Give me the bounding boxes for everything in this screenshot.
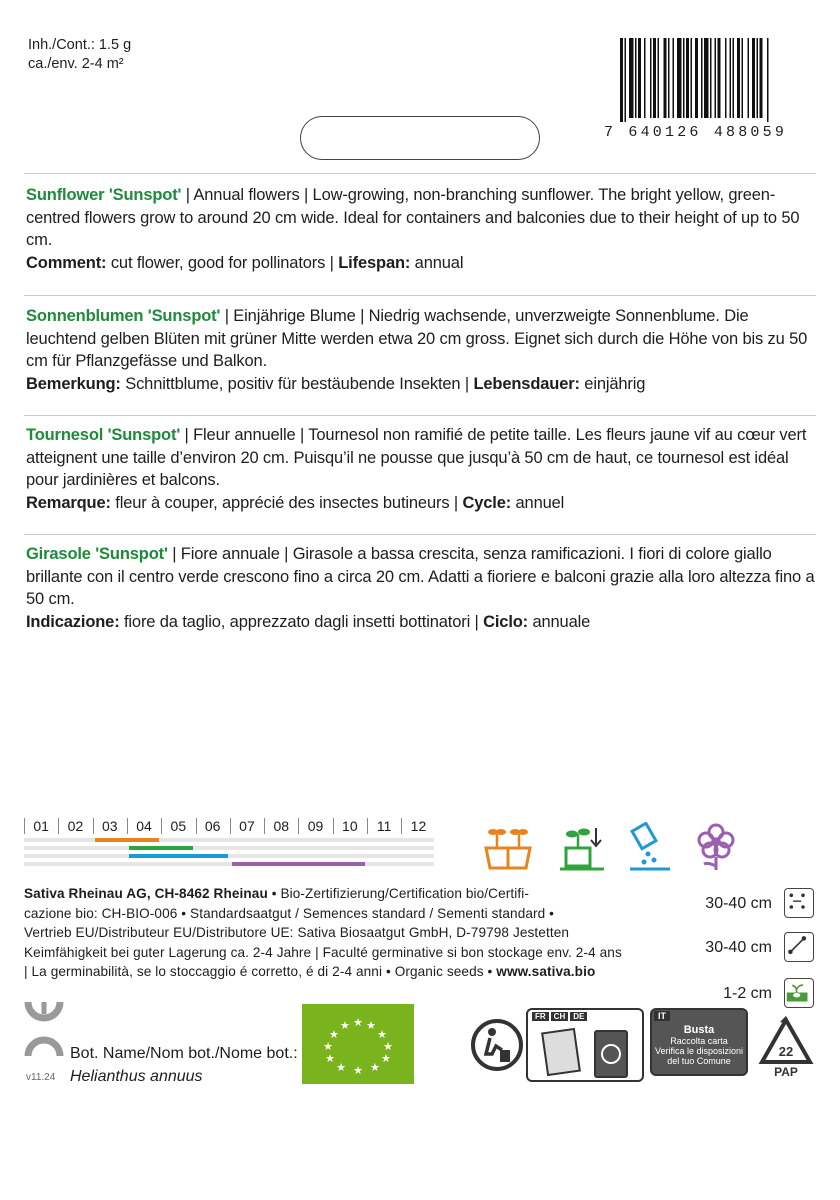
month-divider: [230, 818, 231, 834]
row-spacing-icon: [784, 888, 814, 918]
month-divider: [196, 818, 197, 834]
barcode-bar: [644, 38, 646, 118]
version-label: v11.24: [26, 1072, 56, 1083]
barcode-bar: [629, 38, 634, 118]
divider: [24, 173, 816, 174]
eu-star-icon: ★: [380, 1052, 391, 1065]
botanical-name: [70, 1042, 298, 1088]
barcode-bar: [737, 38, 740, 118]
month-label: 11: [376, 818, 392, 834]
barcode-bar: [650, 38, 652, 118]
barcode-bar: [683, 38, 685, 118]
barcode-bar: [620, 38, 623, 122]
month-label: 07: [239, 818, 255, 834]
barcode-bar: [748, 38, 750, 118]
barcode-bar: [760, 38, 763, 118]
section-german: [26, 305, 816, 395]
barcode-bar: [730, 38, 732, 118]
country-tag: CH: [551, 1012, 569, 1021]
recycling-bin-icon: [594, 1030, 628, 1078]
month-divider: [58, 818, 59, 834]
busta-line: Raccolta carta: [670, 1036, 728, 1046]
month-label: 09: [307, 818, 324, 834]
barcode-bar: [638, 38, 641, 118]
month-label: 04: [136, 818, 152, 834]
watering-icon: [624, 822, 676, 872]
divider: [24, 295, 816, 296]
comment-label: Indicazione:: [26, 612, 120, 631]
barcode-bar: [733, 38, 735, 118]
comment-label: Remarque:: [26, 493, 111, 512]
comment: fiore da taglio, apprezzato dagli insetti bottinatori |: [119, 612, 484, 631]
barcode-bar: [653, 38, 656, 118]
eu-star-icon: ★: [325, 1052, 336, 1065]
eu-star-icon: ★: [336, 1060, 346, 1074]
lifespan: annual: [410, 253, 464, 272]
hanger-hole: [300, 116, 540, 160]
barcode-bar: [658, 38, 660, 118]
comment: Schnittblume, positiv für bestäubende Insekten |: [120, 374, 474, 393]
barcode-number: 7 640126 488059: [604, 124, 788, 141]
transplant-icon: [556, 822, 608, 872]
calendar-period-bar: [129, 846, 194, 850]
country-tags: [532, 1012, 587, 1021]
barcode-bar: [718, 38, 721, 118]
calendar-stripe: [24, 862, 434, 866]
lifespan: einjährig: [579, 374, 646, 393]
variety-name: Sonnenblumen 'Sunspot': [26, 307, 221, 325]
footer-line: | La germinabilità, se lo stoccaggio é corretto, é di 2-4 anni • Organic seeds •: [24, 964, 497, 980]
month-divider: [161, 818, 162, 834]
month-label: 02: [67, 818, 84, 834]
description: | Fiore annuale | Girasole a bassa crescita, senza ramificazioni. I fiori di colore giallo brillante con il centro verde crescono fino a circa 20 cm. Adatti a fioriere e balconi grazie alla loro altezza fino a 50 cm.: [26, 545, 815, 608]
recycle-tidyman-icon: [470, 1018, 524, 1072]
sowing-depth-value: 1-2 cm: [723, 985, 772, 1002]
barcode-bar: [725, 38, 727, 118]
italy-tag: IT: [654, 1011, 670, 1021]
barcode-bar: [715, 38, 717, 118]
content-weight: Inh./Cont.: 1.5 g: [28, 37, 132, 53]
barcode-bar: [668, 38, 670, 118]
month-label: 10: [342, 818, 358, 834]
country-tag: FR: [532, 1012, 549, 1021]
barcode: [620, 38, 816, 122]
pap-label: PAP: [774, 1065, 798, 1079]
row-spacing-value: 30-40 cm: [705, 895, 772, 912]
certification-text: • Bio-Zertifizierung/Certification bio/Certifi-: [267, 886, 529, 901]
calendar-stripe: [24, 854, 434, 858]
italian-disposal-box: [650, 1008, 748, 1076]
country-tag: DE: [570, 1012, 587, 1021]
lifespan: annuale: [528, 612, 591, 631]
busta-line: del tuo Comune: [667, 1056, 731, 1066]
month-label: 06: [204, 818, 221, 834]
barcode-bar: [752, 38, 755, 118]
month-label: 03: [101, 818, 118, 834]
month-label: 01: [33, 818, 49, 834]
seedling-tray-icon: [482, 822, 534, 872]
comment-label: Comment:: [26, 253, 107, 272]
barcode-bar: [757, 38, 759, 118]
busta-line: Verifica le disposizioni: [654, 1046, 744, 1056]
month-divider: [93, 818, 94, 834]
calendar-period-bar: [232, 862, 365, 866]
calendar-stripe: [24, 846, 434, 850]
sowing-calendar: [24, 816, 436, 876]
barcode-bar: [704, 38, 709, 118]
lifespan: annuel: [511, 493, 565, 512]
divider: [24, 415, 816, 416]
eu-star-icon: ★: [323, 1040, 333, 1053]
month-divider: [24, 818, 25, 834]
barcode-bar: [625, 38, 627, 122]
comment: cut flower, good for pollinators |: [106, 253, 339, 272]
eu-star-icon: ★: [383, 1040, 393, 1053]
calendar-period-bar: [95, 838, 160, 842]
description: | Einjährige Blume | Niedrig wachsende, unverzweigte Sonnenblume. Die leuchtend gelben Blüten mit grüner Mitte werden etwa 20 cm gross. Eignet sich durch die Höhe von bis zu 50 cm für Pflanzgefässe und Balkon.: [26, 307, 808, 370]
variety-name: Girasole 'Sunspot': [26, 545, 168, 563]
plant-spacing-value: 30-40 cm: [705, 939, 772, 956]
package-info: [28, 36, 131, 74]
section-italian: [26, 543, 816, 633]
company-name: Sativa Rheinau AG, CH-8462 Rheinau: [24, 886, 268, 901]
plant-spacing-icon: [784, 932, 814, 962]
sorting-box: [526, 1008, 644, 1082]
calendar-period-bar: [129, 854, 228, 858]
eu-star-icon: ★: [370, 1060, 380, 1074]
barcode-bar: [673, 38, 675, 118]
botanical-label: Bot. Name/Nom bot./Nome bot.:: [70, 1045, 298, 1062]
variety-name: Tournesol 'Sunspot': [26, 426, 181, 444]
month-label: 05: [170, 818, 187, 834]
pap-number: 22: [778, 1044, 794, 1059]
comment: fleur à couper, apprécié des insectes butineurs |: [110, 493, 463, 512]
barcode-bar: [686, 38, 689, 118]
section-english: [26, 184, 816, 274]
month-divider: [127, 818, 128, 834]
barcode-bar: [742, 38, 744, 118]
lifespan-label: Lifespan:: [338, 253, 411, 272]
flower-icon: [690, 822, 742, 872]
month-divider: [298, 818, 299, 834]
footer-line: Keimfähigkeit bei guter Lagerung ca. 2-4 Jahre | Faculté germinative si bon stockage env. 2-4 ans: [24, 944, 622, 960]
sowing-depth-icon: [784, 978, 814, 1008]
barcode-bar: [695, 38, 698, 118]
section-french: [26, 424, 816, 514]
month-divider: [264, 818, 265, 834]
lifespan-label: Lebensdauer:: [473, 374, 580, 393]
lifespan-label: Ciclo:: [483, 612, 529, 631]
paper-bag-icon: [541, 1028, 581, 1076]
month-label: 08: [273, 818, 290, 834]
company-info: [24, 884, 664, 982]
comment-label: Bemerkung:: [26, 374, 121, 393]
sowing-area: ca./env. 2-4 m²: [28, 56, 124, 72]
divider: [24, 534, 816, 535]
barcode-bar: [710, 38, 712, 118]
eu-star-icon: ★: [340, 1019, 350, 1033]
busta-title: Busta: [683, 1024, 715, 1036]
barcode-bar: [701, 38, 703, 118]
footer-line: cazione bio: CH-BIO-006 • Standardsaatgut / Semences standard / Sementi standard •: [24, 905, 555, 921]
eu-star-icon: ★: [377, 1028, 387, 1041]
website-link[interactable]: www.sativa.bio: [496, 964, 596, 980]
barcode-bar: [677, 38, 682, 118]
decorative-arcs-icon: [24, 998, 64, 1068]
variety-name: Sunflower 'Sunspot': [26, 186, 182, 204]
barcode-bar: [767, 38, 769, 122]
footer-line: Vertrieb EU/Distributeur EU/Distributore UE: Sativa Biosaatgut GmbH, D-79798 Jestetten: [24, 925, 570, 941]
barcode-bar: [664, 38, 667, 118]
eu-star-icon: ★: [329, 1028, 339, 1041]
lifespan-label: Cycle:: [462, 493, 512, 512]
eu-star-icon: ★: [353, 1064, 363, 1077]
latin-name: Helianthus annuus: [70, 1068, 203, 1085]
barcode-bar: [635, 38, 637, 118]
pap-recycling-icon: [756, 1014, 816, 1080]
eu-star-icon: ★: [353, 1016, 363, 1029]
description: | Fleur annuelle | Tournesol non ramifié de petite taille. Les fleurs jaune vif au cœur vert atteignent une taille d’environ 20 cm. Puisqu’il ne pousse que jusqu’à 50 cm de haut, ce tournesol est idéal pour jardinières et balcons.: [26, 426, 807, 489]
barcode-bar: [691, 38, 693, 118]
eu-star-icon: ★: [366, 1019, 376, 1033]
description: | Annual flowers | Low-growing, non-branching sunflower. The bright yellow, green-centred flowers grow to around 20 cm wide. Ideal for containers and balconies due to their height of up to 50 cm.: [26, 186, 800, 249]
eu-organic-logo: [302, 1004, 414, 1084]
month-divider: [401, 818, 402, 834]
month-divider: [333, 818, 334, 834]
month-label: 12: [410, 818, 427, 834]
calendar-stripe: [24, 838, 434, 842]
month-divider: [367, 818, 368, 834]
